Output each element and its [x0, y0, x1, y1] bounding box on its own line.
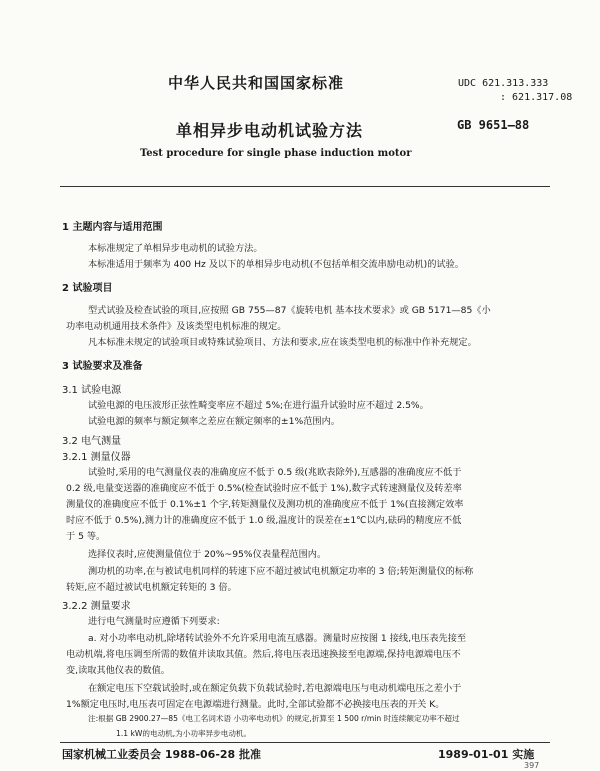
paragraph: 测功机的功率,在与被试电机同样的转速下应不超过被试电机额定功率的 3 倍;转矩测量仪的标称 — [88, 566, 474, 577]
paragraph: 选择仪表时,应使测量值位于 20%~95%仪表量程范围内。 — [88, 549, 327, 560]
paragraph: 电动机端,将电压调至所需的数值并读取其值。然后,将电压表迅速换接至电源端,保持电源端电压不 — [66, 649, 461, 660]
paragraph: 试验电源的电压波形正弦性畸变率应不超过 5%;在进行温升试验时应不超过 2.5%。 — [88, 400, 429, 411]
document-title: 单相异步电动机试验方法 — [176, 121, 364, 140]
footer-divider — [60, 742, 550, 743]
english-title: Test procedure for single phase induction motor — [140, 148, 412, 159]
paragraph: 转矩,应不超过被试电机额定转矩的 3 倍。 — [66, 582, 237, 593]
effective-date: 1989-01-01 实施 — [438, 748, 535, 761]
section-3-heading: 3 试验要求及准备 — [62, 361, 143, 372]
paragraph: 功率电动机通用技术条件》及该类型电机标准的规定。 — [66, 321, 287, 332]
paragraph: 在额定电压下空载试验时,或在额定负载下负载试验时,若电源端电压与电动机端电压之差小于 — [88, 683, 462, 694]
page-number: 397 — [524, 761, 540, 770]
section-1-heading: 1 主题内容与适用范围 — [62, 222, 163, 233]
paragraph: 0.2 级,电量变送器的准确度应不低于 0.5%(检查试验时应不低于 1%),数字式转速测量仪及转差率 — [66, 483, 462, 494]
paragraph: 变,读取其他仪表的数值。 — [66, 665, 170, 676]
standard-type: 中华人民共和国国家标准 — [168, 74, 345, 92]
note-line: 1.1 kW的电动机,为小功率异步电动机。 — [116, 729, 252, 738]
approval-date: 国家机械工业委员会 1988-06-28 批准 — [62, 748, 262, 761]
paragraph: 于 5 等。 — [66, 531, 106, 542]
note-line: 注:根据 GB 2900.27—85《电工名词术语 小功率电动机》的规定,折算至 1 500 r/min 时连续额定功率不超过 — [88, 714, 460, 723]
paragraph: 试验时,采用的电气测量仪表的准确度应不低于 0.5 级(兆欧表除外),互感器的准确度应不低于 — [88, 467, 462, 478]
paragraph: 凡本标准未规定的试验项目或特殊试验项目、方法和要求,应在该类型电机的标准中作补充规定。 — [88, 337, 477, 348]
header-divider — [60, 186, 550, 187]
paragraph: a. 对小功率电动机,除堵转试验外不允许采用电流互感器。测量时应按图 1 接线,电压表先接至 — [88, 633, 467, 644]
paragraph: 型式试验及检查试验的项目,应按照 GB 755—87《旋转电机 基本技术要求》或 GB 5171—85《小 — [88, 305, 491, 316]
udc-code-line2: : 621.317.08 — [500, 92, 573, 103]
paragraph: 测量仪的准确度应不低于 0.1%±1 个字,转矩测量仪及测功机的准确度应不低于 1%(直接测定效率 — [66, 499, 464, 510]
subsection-3-2-1-heading: 3.2.1 测量仪器 — [62, 452, 131, 463]
paragraph: 进行电气测量时应遵循下列要求: — [88, 616, 220, 627]
udc-code-line1: UDC 621.313.333 — [458, 78, 549, 89]
gb-code: GB 9651—88 — [457, 118, 530, 132]
section-2-heading: 2 试验项目 — [62, 283, 113, 294]
paragraph: 本标准规定了单相异步电动机的试验方法。 — [88, 243, 263, 254]
paragraph: 时应不低于 0.5%),测力计的准确度应不低于 1.0 级,温度计的误差在±1℃以内,砝码的精度应不低 — [66, 515, 462, 526]
paragraph: 本标准适用于频率为 400 Hz 及以下的单相异步电动机(不包括单相交流串励电动机)的试验。 — [88, 259, 464, 270]
paragraph: 试验电源的频率与额定频率之差应在额定频率的±1%范围内。 — [88, 416, 340, 427]
subsection-3-2-2-heading: 3.2.2 测量要求 — [62, 601, 131, 612]
paragraph: 1%额定电压时,电压表可固定在电源端进行测量。此时,全部试验都不必换接电压表的开关 K。 — [66, 699, 445, 710]
subsection-3-2-heading: 3.2 电气测量 — [62, 436, 122, 447]
subsection-3-1-heading: 3.1 试验电源 — [62, 385, 122, 396]
